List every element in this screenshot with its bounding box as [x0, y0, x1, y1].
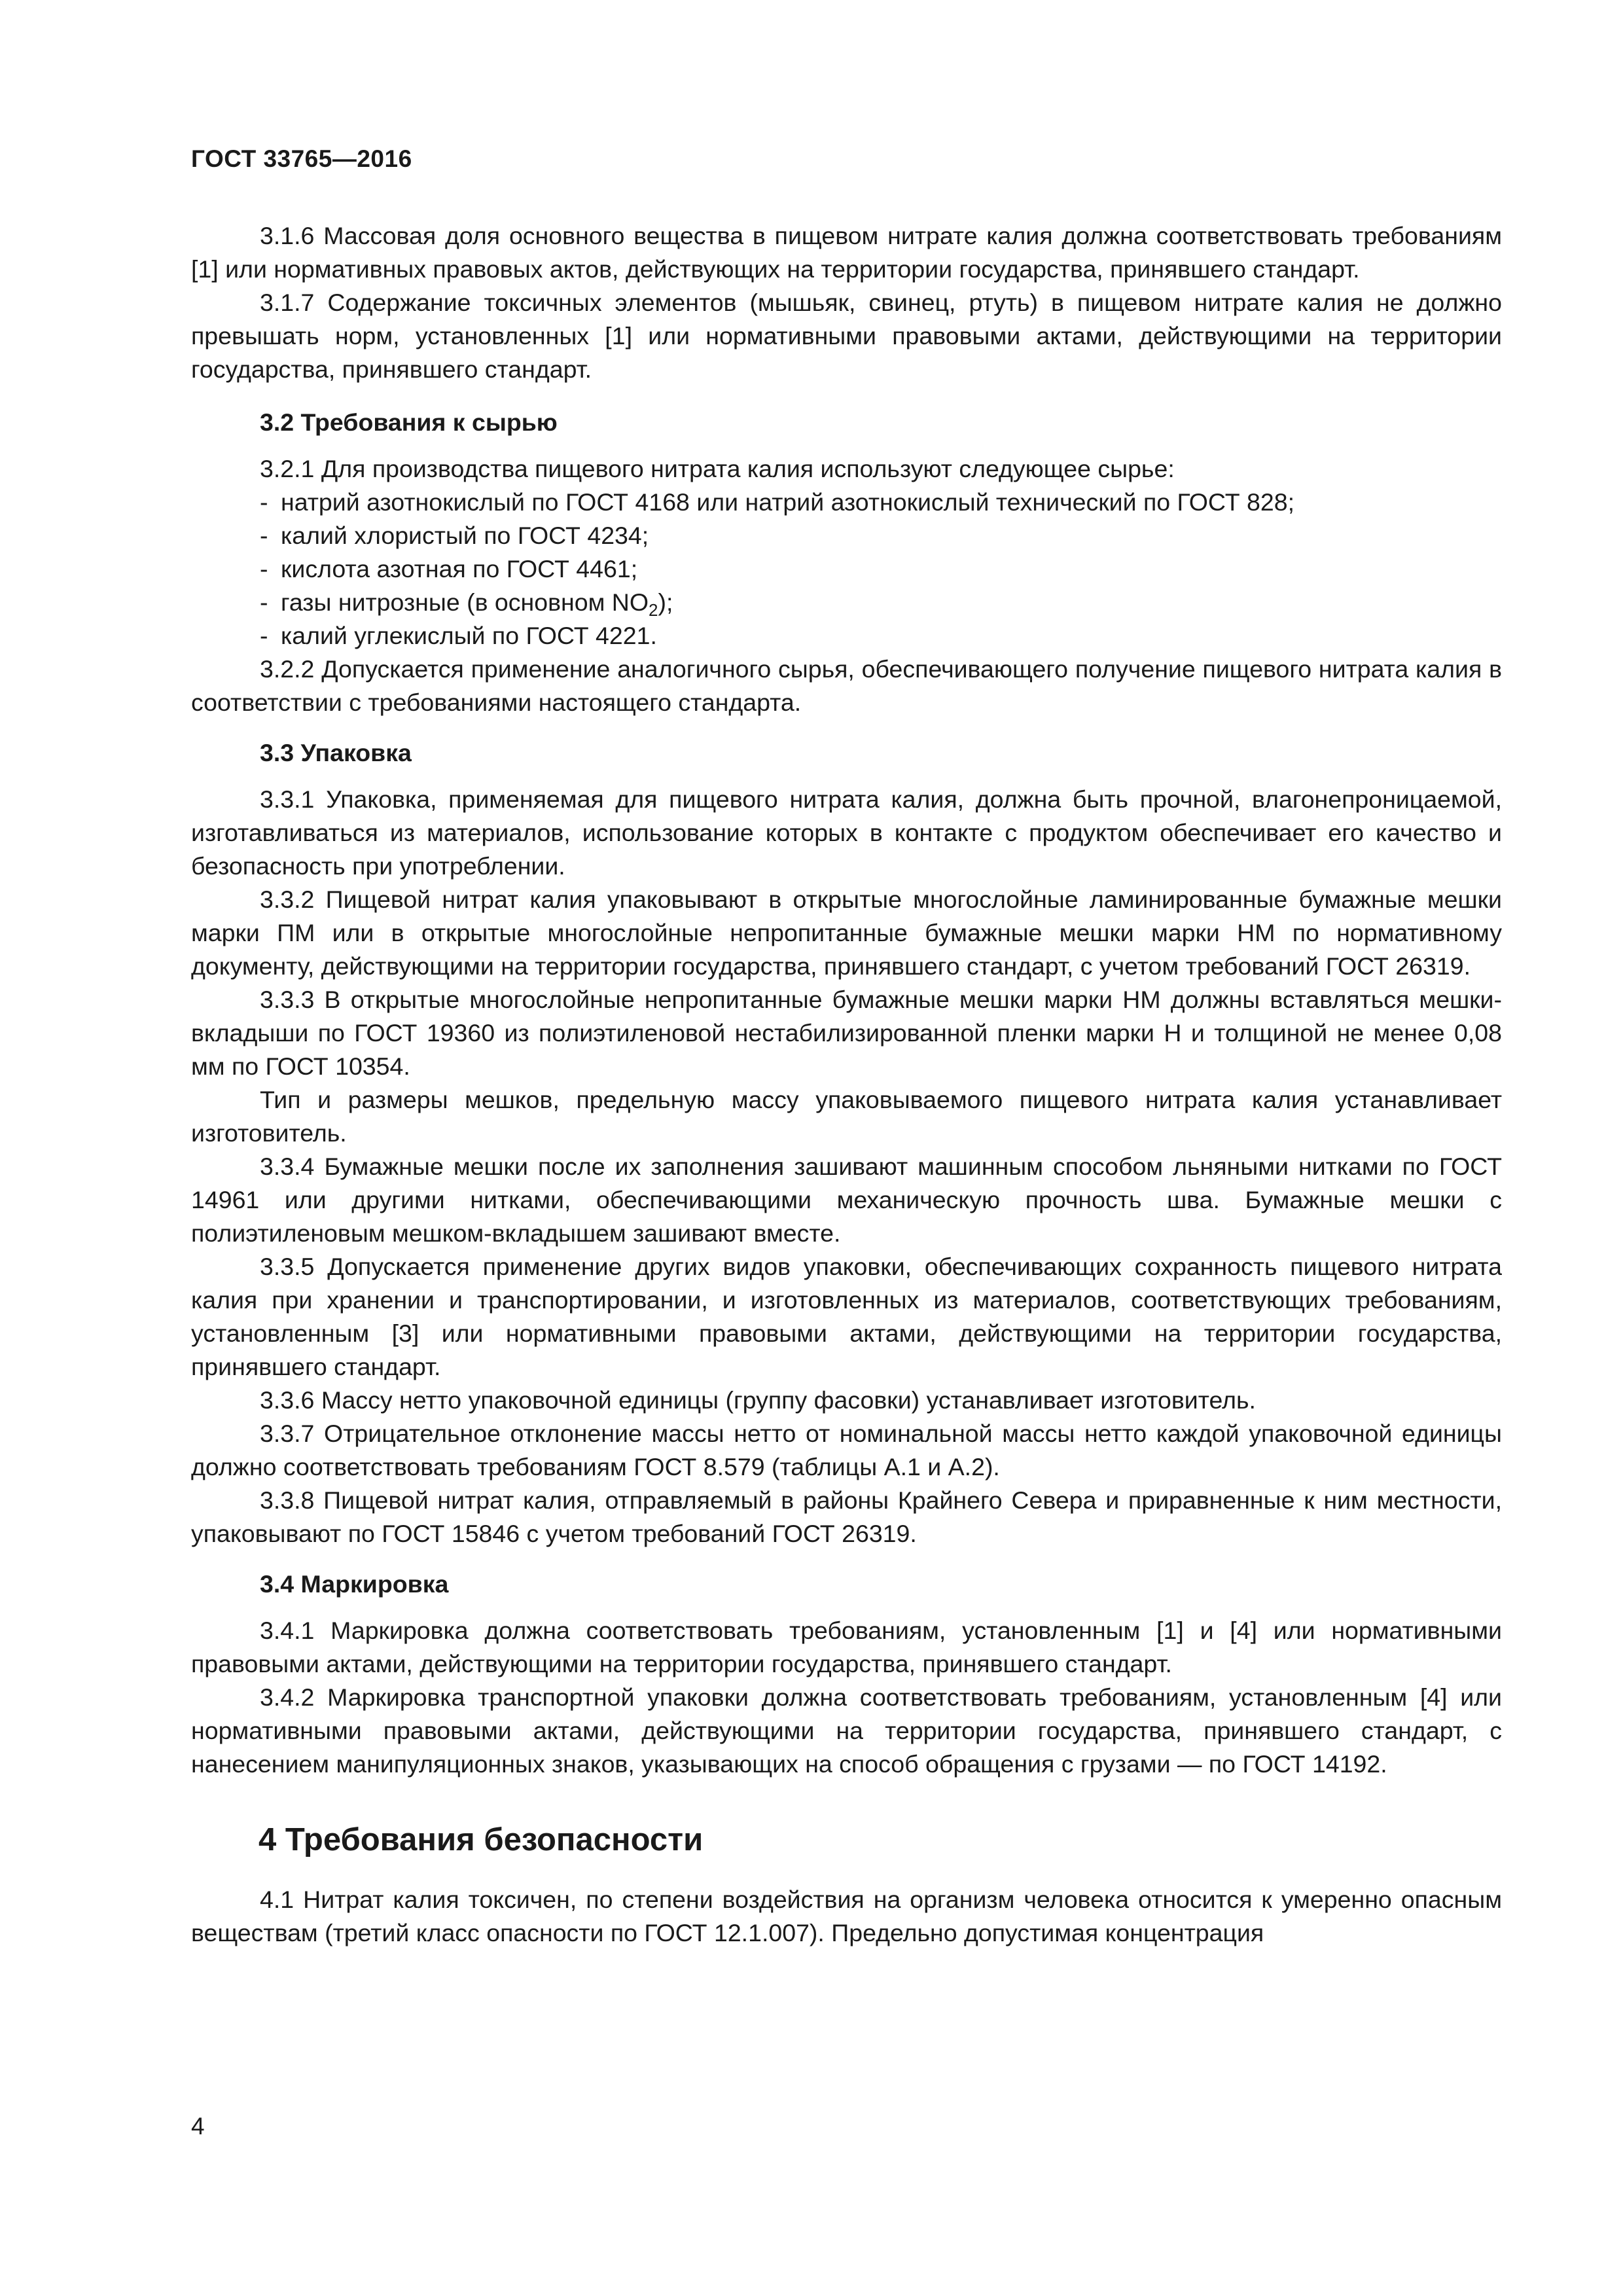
paragraph-3-2-2: 3.2.2 Допускается применение аналогичного сырья, обеспечивающего получение пищевого нитрата калия в соответствии с требованиями настоящего стандарта.: [191, 655, 1502, 716]
subsection-heading-3-2: 3.2 Требования к сырью: [260, 408, 558, 436]
document-body: [191, 219, 1502, 1950]
list-item-text: калий углекислый по ГОСТ 4221.: [281, 622, 657, 649]
list-item-tail: );: [658, 588, 673, 616]
list-dash: -: [260, 555, 268, 583]
paragraph-3-3-2: 3.3.2 Пищевой нитрат калия упаковывают в открытые многослойные ламинированные бумажные мешки марки ПМ или в открытые многослойные непропитанные бумажные мешки марки НМ по нормативному документу, действующими на территории государства, принявшего стандарт, с учетом требований ГОСТ 26319.: [191, 886, 1502, 980]
paragraph-3-1-6: 3.1.6 Массовая доля основного вещества в пищевом нитрате калия должна соответствовать требованиям [1] или нормативных правовых актов, действующих на территории государства, принявшего стандарт.: [191, 222, 1502, 283]
subsection-heading-3-4: 3.4 Маркировка: [260, 1570, 449, 1598]
list-item-text: натрий азотнокислый по ГОСТ 4168 или натрий азотнокислый технический по ГОСТ 828;: [281, 488, 1295, 516]
raw-materials-list: [191, 486, 1502, 653]
paragraph-3-3-5: 3.3.5 Допускается применение других видов упаковки, обеспечивающих сохранность пищевого нитрата калия при хранении и транспортировании, и изготовленных из материалов, соответствующих требованиям, установленным [3] или нормативными правовыми актами, действующими на территории государства, принявшего стандарт.: [191, 1253, 1502, 1380]
list-item: [191, 519, 1502, 552]
list-item-text: газы нитрозные (в основном NO: [281, 588, 649, 616]
paragraph-3-3-7: 3.3.7 Отрицательное отклонение массы нетто от номинальной массы нетто каждой упаковочной единицы должно соответствовать требованиям ГОСТ 8.579 (таблицы А.1 и А.2).: [191, 1420, 1502, 1480]
subsection-heading-3-3: 3.3 Упаковка: [260, 739, 412, 766]
list-dash: -: [260, 522, 268, 549]
list-dash: -: [260, 622, 268, 649]
list-item: [191, 586, 1502, 619]
list-item: [191, 486, 1502, 519]
list-item: [191, 619, 1502, 653]
paragraph-4-1: 4.1 Нитрат калия токсичен, по степени воздействия на организм человека относится к умеренно опасным веществам (третий класс опасности по ГОСТ 12.1.007). Предельно допустимая концентрация: [191, 1886, 1502, 1946]
paragraph-3-1-7: 3.1.7 Содержание токсичных элементов (мышьяк, свинец, ртуть) в пищевом нитрате калия не должно превышать норм, установленных [1] или нормативными правовыми актами, действующими на территории государства, принявшего стандарт.: [191, 289, 1502, 383]
list-dash: -: [260, 588, 268, 616]
paragraph-3-3-8: 3.3.8 Пищевой нитрат калия, отправляемый в районы Крайнего Севера и приравненные к ним местности, упаковывают по ГОСТ 15846 с учетом требований ГОСТ 26319.: [191, 1486, 1502, 1547]
paragraph-3-3-6: 3.3.6 Массу нетто упаковочной единицы (группу фасовки) устанавливает изготовитель.: [260, 1386, 1256, 1414]
section-heading-4: 4 Требования безопасности: [259, 1822, 704, 1857]
subscript: 2: [649, 600, 658, 620]
paragraph-3-3-3: 3.3.3 В открытые многослойные непропитанные бумажные мешки марки НМ должны вставляться мешки-вкладыши по ГОСТ 19360 из полиэтиленовой нестабилизированной пленки марки Н и толщиной не менее 0,08 мм по ГОСТ 10354.: [191, 986, 1502, 1080]
page-number: 4: [191, 2113, 205, 2140]
paragraph-3-2-1: 3.2.1 Для производства пищевого нитрата калия используют следующее сырье:: [260, 455, 1175, 482]
paragraph-3-4-1: 3.4.1 Маркировка должна соответствовать требованиям, установленным [1] и [4] или нормативными правовыми актами, действующими на территории государства, принявшего стандарт.: [191, 1617, 1502, 1677]
paragraph-3-3-1: 3.3.1 Упаковка, применяемая для пищевого нитрата калия, должна быть прочной, влагонепроницаемой, изготавливаться из материалов, использование которых в контакте с продуктом обеспечивает его качество и безопасность при употреблении.: [191, 785, 1502, 880]
paragraph-3-3-3-note: Тип и размеры мешков, предельную массу упаковываемого пищевого нитрата калия устанавливает изготовитель.: [191, 1086, 1502, 1147]
list-dash: -: [260, 488, 268, 516]
list-item-text: кислота азотная по ГОСТ 4461;: [281, 555, 638, 583]
document-header: ГОСТ 33765—2016: [191, 145, 412, 172]
paragraph-3-4-2: 3.4.2 Маркировка транспортной упаковки должна соответствовать требованиям, установленным [4] или нормативными правовыми актами, действующими на территории государства, принявшего стандарт, с нанесением манипуляционных знаков, указывающих на способ обращения с грузами — по ГОСТ 14192.: [191, 1683, 1502, 1778]
list-item-text: калий хлористый по ГОСТ 4234;: [281, 522, 649, 549]
list-item: [191, 552, 1502, 586]
paragraph-3-3-4: 3.3.4 Бумажные мешки после их заполнения зашивают машинным способом льняными нитками по ГОСТ 14961 или другими нитками, обеспечивающими механическую прочность шва. Бумажные мешки с полиэтиленовым мешком-вкладышем зашивают вместе.: [191, 1153, 1502, 1247]
